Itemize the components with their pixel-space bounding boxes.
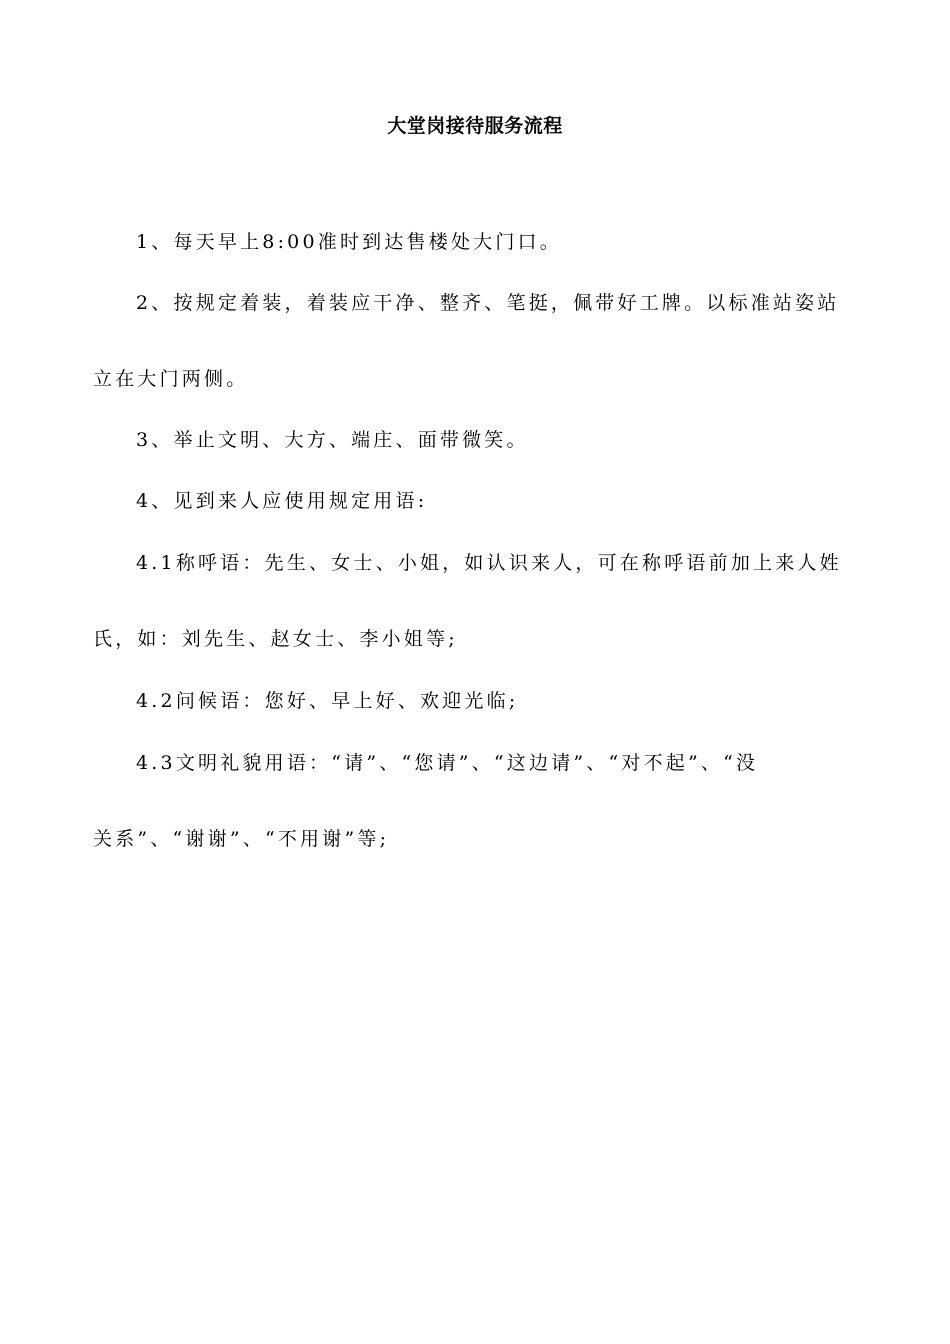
paragraph-4-2-line-1: 4.2问候语：您好、早上好、欢迎光临; [136, 690, 519, 712]
paragraph-3-line-1: 3、举止文明、大方、端庄、面带微笑。 [136, 429, 529, 451]
paragraph-4-3-line-1: 4.3文明礼貌用语：“请”、“您请”、“这边请”、“对不起”、“没 [136, 752, 759, 774]
paragraph-4-3-line-2: 关系”、“谢谢”、“不用谢”等; [93, 828, 390, 850]
paragraph-2-line-2: 立在大门两侧。 [93, 368, 249, 390]
paragraph-1-line-1: 1、每天早上8:00准时到达售楼处大门口。 [136, 231, 562, 253]
paragraph-4-line-1: 4、见到来人应使用规定用语: [136, 490, 428, 512]
paragraph-4-1-line-2: 氏，如：刘先生、赵女士、李小姐等; [93, 628, 458, 650]
paragraph-4-1-line-1: 4.1称呼语：先生、女士、小姐，如认识来人，可在称呼语前加上来人姓 [136, 552, 842, 574]
paragraph-2-line-1: 2、按规定着装，着装应干净、整齐、笔挺，佩带好工牌。以标准站姿站 [136, 292, 840, 314]
document-title: 大堂岗接待服务流程 [387, 115, 563, 137]
